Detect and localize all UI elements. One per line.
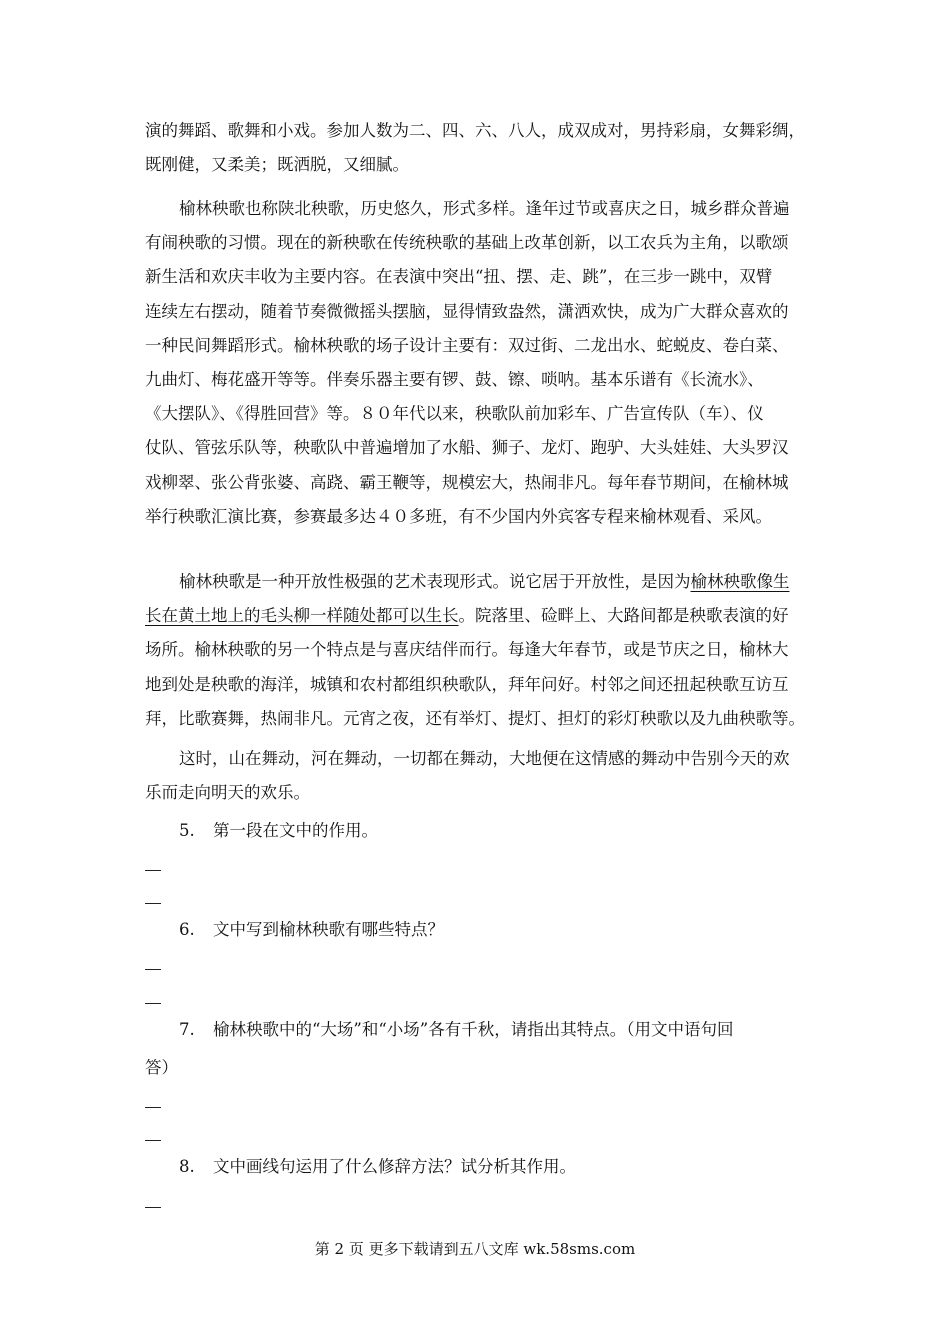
text-segment: 榆林秧歌是一种开放性极强的艺术表现形式。说它居于开放性，是因为	[179, 572, 691, 591]
paragraph-2	[145, 192, 805, 534]
text-line: 既刚健，又柔美；既洒脱，又细腻。	[145, 155, 409, 175]
text-line: 场所。榆林秧歌的另一个特点是与喜庆结伴而行。每逢大年春节，或是节庆之日，榆林大	[145, 640, 789, 660]
text-line: 新生活和欢庆丰收为主要内容。在表演中突出“扭、摆、走、跳”，在三步一跳中，双臂	[145, 267, 773, 287]
question-number: 5.	[179, 821, 195, 840]
text-line: 《大摆队》、《得胜回营》等。８０年代以来，秧歌队前加彩车、广告宣传队（车）、仪	[145, 404, 764, 424]
paragraph-1	[145, 114, 805, 182]
answer-line[interactable]	[145, 1107, 161, 1108]
text-line: 戏柳翠、张公背张婆、高跷、霸王鞭等，规模宏大，热闹非凡。每年春节期间，在榆林城	[145, 472, 789, 492]
text-line: 举行秧歌汇演比赛，参赛最多达４０多班，有不少国内外宾客专程来榆林观看、采风。	[145, 506, 772, 526]
answer-line[interactable]	[145, 870, 161, 871]
text-line: 榆林秧歌也称陕北秧歌，历史悠久，形式多样。逢年过节或喜庆之日，城乡群众普遍	[179, 199, 790, 218]
question-text: 答）	[145, 1058, 178, 1077]
paragraph-3	[145, 565, 805, 736]
question-number: 7.	[179, 1020, 195, 1039]
underlined-sentence-part: 榆林秧歌像生	[690, 572, 790, 591]
question-number: 6.	[179, 920, 195, 939]
text-line	[145, 599, 805, 633]
text-line: 地到处是秧歌的海洋，城镇和农村都组织秧歌队，拜年问好。村邻之间还扭起秧歌互访互	[145, 674, 789, 694]
text-line: 仗队、管弦乐队等，秧歌队中普遍增加了水船、狮子、龙灯、跑驴、大头娃娃、大头罗汉	[145, 438, 789, 458]
paragraph-4	[145, 742, 805, 810]
text-line: 有闹秧歌的习惯。现在的新秧歌在传统秧歌的基础上改革创新，以工农兵为主角，以歌颂	[145, 233, 789, 253]
page-footer: 第 2 页 更多下载请到五八文库 wk.58sms.com	[314, 1240, 636, 1258]
answer-line[interactable]	[145, 1003, 161, 1004]
question-8	[145, 1155, 805, 1179]
question-text: 榆林秧歌中的“大场”和“小场”各有千秋，请指出其特点。（用文中语句回	[213, 1020, 734, 1039]
question-text: 第一段在文中的作用。	[213, 821, 378, 840]
answer-line[interactable]	[145, 1207, 161, 1208]
answer-line[interactable]	[145, 969, 161, 970]
text-line: 拜，比歌赛舞，热闹非凡。元宵之夜，还有举灯、提灯、担灯的彩灯秧歌以及九曲秧歌等。	[145, 708, 805, 728]
text-line: 这时，山在舞动，河在舞动，一切都在舞动，大地便在这情感的舞动中告别今天的欢	[179, 749, 790, 768]
question-6	[145, 918, 805, 942]
answer-line[interactable]	[145, 903, 161, 904]
text-line: 连续左右摆动，随着节奏微微摇头摆脑，显得情致盎然，潇洒欢快，成为广大群众喜欢的	[145, 301, 789, 321]
underlined-sentence-part: 长在黄土地上的毛头柳一样随处都可以生长	[145, 606, 459, 626]
question-7	[145, 1018, 805, 1042]
question-number: 8.	[179, 1157, 195, 1176]
question-5	[145, 819, 805, 843]
question-7-continuation	[145, 1056, 805, 1080]
text-line: 演的舞蹈、歌舞和小戏。参加人数为二、四、六、八人，成双成对，男持彩扇，女舞彩绸，	[145, 121, 805, 140]
text-line: 一种民间舞蹈形式。榆林秧歌的场子设计主要有：双过街、二龙出水、蛇蜕皮、卷白菜、	[145, 335, 789, 355]
question-text: 文中画线句运用了什么修辞方法？试分析其作用。	[213, 1157, 576, 1176]
text-segment: 。院落里、硷畔上、大路间都是秧歌表演的好	[458, 606, 789, 626]
question-text: 文中写到榆林秧歌有哪些特点？	[213, 920, 444, 939]
answer-line[interactable]	[145, 1140, 161, 1141]
text-line: 乐而走向明天的欢乐。	[145, 783, 310, 803]
text-line	[145, 565, 805, 599]
text-line: 九曲灯、梅花盛开等等。伴奏乐器主要有锣、鼓、镲、唢呐。基本乐谱有《长流水》、	[145, 369, 764, 389]
